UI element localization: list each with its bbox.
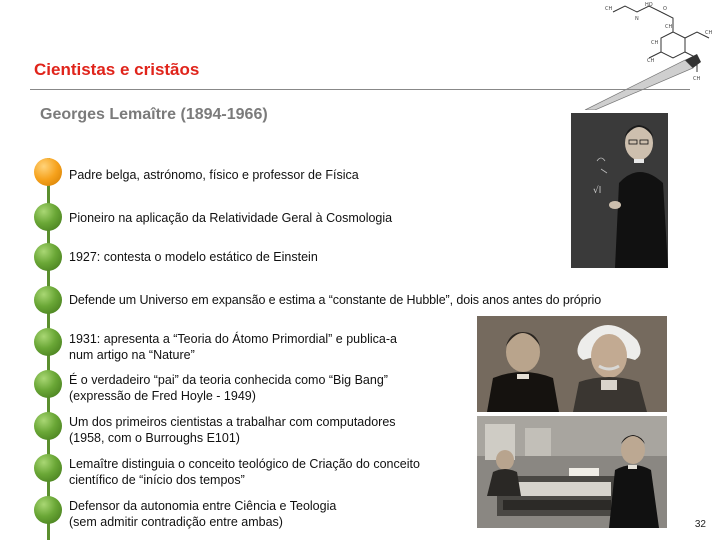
item-line: Defensor da autonomia entre Ciência e Teologia bbox=[69, 499, 337, 513]
timeline-dot bbox=[34, 286, 62, 314]
item-line: 1927: contesta o modelo estático de Einstein bbox=[69, 250, 318, 264]
item-line: (sem admitir contradição entre ambas) bbox=[69, 515, 283, 529]
timeline-dot bbox=[34, 328, 62, 356]
timeline-dot bbox=[34, 203, 62, 231]
item-line: Padre belga, astrónomo, físico e professor de Física bbox=[69, 168, 359, 182]
timeline-item bbox=[69, 167, 359, 183]
slide-title: Cientistas e cristãos bbox=[34, 60, 200, 79]
timeline-dot bbox=[34, 454, 62, 482]
timeline-dot bbox=[34, 496, 62, 524]
timeline-item bbox=[69, 292, 601, 308]
item-line: 1931: apresenta a “Teoria do Átomo Primordial” e publica-a bbox=[69, 332, 397, 346]
svg-text:CH: CH bbox=[651, 40, 659, 46]
timeline-item bbox=[69, 414, 396, 446]
timeline-dot-active bbox=[34, 158, 62, 186]
item-line: (1958, com o Burroughs E101) bbox=[69, 431, 240, 445]
timeline-item bbox=[69, 372, 388, 404]
svg-text:O: O bbox=[663, 6, 667, 12]
timeline-item bbox=[69, 331, 397, 363]
timeline-item bbox=[69, 456, 420, 488]
slide-subtitle: Georges Lemaître (1894-1966) bbox=[40, 106, 268, 123]
item-line: É o verdadeiro “pai” da teoria conhecida como “Big Bang” bbox=[69, 373, 388, 387]
timeline-item bbox=[69, 498, 336, 530]
item-line: científico de “início dos tempos” bbox=[69, 473, 245, 487]
title-divider bbox=[30, 89, 690, 90]
svg-text:CH: CH bbox=[647, 58, 655, 64]
photo-lemaitre-blackboard bbox=[571, 113, 668, 268]
timeline-dot bbox=[34, 243, 62, 271]
item-line: (expressão de Fred Hoyle - 1949) bbox=[69, 389, 256, 403]
photo-lemaitre-einstein bbox=[477, 316, 667, 412]
svg-text:HO: HO bbox=[645, 2, 653, 8]
photo-burroughs-computer bbox=[477, 416, 667, 528]
timeline-item bbox=[69, 249, 318, 265]
timeline-dot bbox=[34, 412, 62, 440]
item-line: num artigo na “Nature” bbox=[69, 348, 195, 362]
blackboard-text: √l bbox=[593, 186, 602, 196]
svg-text:CH: CH bbox=[705, 30, 713, 36]
chemical-structure-illustration bbox=[565, 0, 720, 110]
item-line: Um dos primeiros cientistas a trabalhar com computadores bbox=[69, 415, 396, 429]
timeline-item bbox=[69, 210, 392, 226]
item-line: Defende um Universo em expansão e estima a “constante de Hubble”, dois anos antes do próprio bbox=[69, 293, 602, 307]
svg-text:N: N bbox=[635, 16, 639, 22]
svg-text:CH: CH bbox=[605, 6, 613, 12]
timeline-dot bbox=[34, 370, 62, 398]
page-number: 32 bbox=[694, 519, 706, 530]
svg-text:CH: CH bbox=[665, 24, 673, 30]
svg-text:CH: CH bbox=[693, 76, 701, 82]
item-line: Pioneiro na aplicação da Relatividade Geral à Cosmologia bbox=[69, 211, 393, 225]
item-line: Lemaître distinguia o conceito teológico de Criação do conceito bbox=[69, 457, 420, 471]
